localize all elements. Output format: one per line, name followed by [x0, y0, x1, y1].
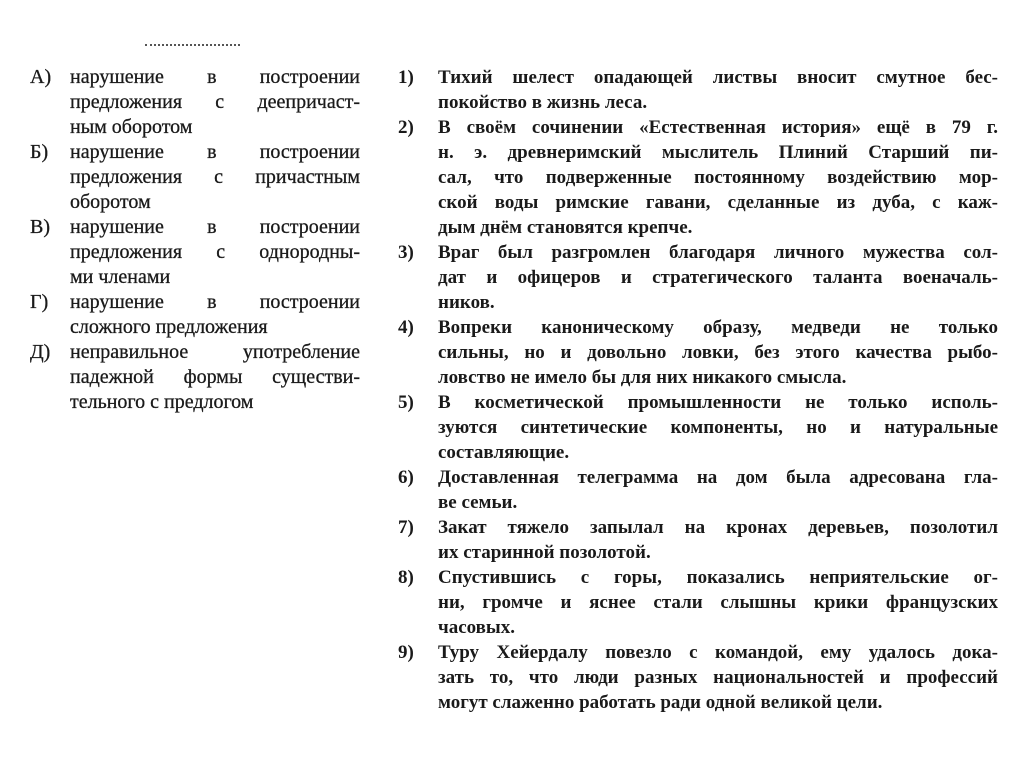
error-type-label: Д) — [30, 341, 51, 363]
error-type-text-line: нарушение в построении — [70, 216, 360, 238]
error-type-label: Б) — [30, 141, 49, 163]
error-type-item — [30, 140, 360, 215]
sentence-text-line: ловство не имело бы для них никакого смысла. — [438, 367, 847, 388]
sentence-text-line: Вопреки каноническому образу, медведи не только — [438, 317, 998, 338]
error-type-item — [30, 290, 360, 340]
error-type-text-line: ми членами — [70, 266, 171, 288]
sentence-label: 4) — [398, 317, 414, 338]
error-type-text-line: нарушение в построении — [70, 141, 360, 163]
sentence-text-line: Доставленная телеграмма на дом была адресована гла- — [438, 467, 998, 488]
error-type-item — [30, 65, 360, 140]
sentence-label: 2) — [398, 117, 414, 138]
error-type-text-line: ным оборотом — [70, 116, 193, 138]
error-type-text-line: сложного предложения — [70, 316, 268, 338]
error-type-text-line: тельного с предлогом — [70, 391, 254, 413]
sentence-text-line: Спустившись с горы, показались неприятельские ог- — [438, 567, 998, 588]
error-type-text-line: неправильное употребление — [70, 341, 360, 363]
header-remnant — [145, 44, 240, 50]
sentence-item — [398, 465, 998, 515]
error-types-column — [30, 65, 360, 415]
sentence-item — [398, 315, 998, 390]
error-type-item — [30, 340, 360, 415]
sentence-text-line: зуются синтетические компоненты, но и натуральные — [438, 417, 998, 438]
sentence-text-line: дым днём становятся крепче. — [438, 217, 693, 238]
error-type-item — [30, 215, 360, 290]
error-type-text-line: нарушение в построении — [70, 66, 360, 88]
sentence-text-line: ской воды римские гавани, сделанные из дуба, с каж- — [438, 192, 998, 213]
sentence-text-line: сал, что подверженные постоянному воздействию мор- — [438, 167, 998, 188]
sentence-text-line: Закат тяжело запылал на кронах деревьев, позолотил — [438, 517, 998, 538]
sentence-text-line: ве семьи. — [438, 492, 518, 513]
sentence-item — [398, 65, 998, 115]
error-type-label: В) — [30, 216, 50, 238]
sentence-text-line: Туру Хейердалу повезло с командой, ему удалось дока- — [438, 642, 998, 663]
sentence-text-line: дат и офицеров и стратегического таланта военачаль- — [438, 267, 998, 288]
sentence-text-line: ников. — [438, 292, 495, 313]
sentence-text-line: могут слаженно работать ради одной великой цели. — [438, 692, 883, 713]
error-type-text-line: падежной формы существи- — [70, 366, 360, 388]
sentence-label: 5) — [398, 392, 414, 413]
sentence-item — [398, 515, 998, 565]
sentence-text-line: Тихий шелест опадающей листвы вносит смутное бес- — [438, 67, 998, 88]
error-type-text-line: нарушение в построении — [70, 291, 360, 313]
sentence-item — [398, 390, 998, 465]
sentences-column — [398, 65, 998, 715]
sentence-text-line: Враг был разгромлен благодаря личного мужества сол- — [438, 242, 998, 263]
sentence-text-line: В косметической промышленности не только исполь- — [438, 392, 998, 413]
error-type-label: Г) — [30, 291, 49, 313]
sentence-item — [398, 115, 998, 240]
sentence-label: 1) — [398, 67, 414, 88]
sentence-label: 9) — [398, 642, 414, 663]
sentence-text-line: покойство в жизнь леса. — [438, 92, 648, 113]
error-type-text-line: предложения с деепричаст- — [70, 91, 360, 113]
sentence-label: 3) — [398, 242, 414, 263]
sentence-label: 7) — [398, 517, 414, 538]
sentence-item — [398, 240, 998, 315]
sentence-text-line: В своём сочинении «Естественная история» ещё в 79 г. — [438, 117, 998, 138]
sentence-text-line: ни, громче и яснее стали слышны крики французских — [438, 592, 998, 613]
error-type-text-line: оборотом — [70, 191, 151, 213]
error-type-text-line: предложения с однородны- — [70, 241, 360, 263]
sentence-text-line: сильны, но и довольно ловки, без этого качества рыбо- — [438, 342, 998, 363]
sentence-label: 8) — [398, 567, 414, 588]
sentence-label: 6) — [398, 467, 414, 488]
sentence-text-line: составляющие. — [438, 442, 570, 463]
sentence-text-line: н. э. древнеримский мыслитель Плиний Старший пи- — [438, 142, 998, 163]
error-type-label: А) — [30, 66, 52, 88]
sentence-text-line: часовых. — [438, 617, 516, 638]
error-type-text-line: предложения с причастным — [70, 166, 360, 188]
sentence-item — [398, 565, 998, 640]
sentence-item — [398, 640, 998, 715]
sentence-text-line: их старинной позолотой. — [438, 542, 651, 563]
sentence-text-line: зать то, что люди разных национальностей и профессий — [438, 667, 998, 688]
